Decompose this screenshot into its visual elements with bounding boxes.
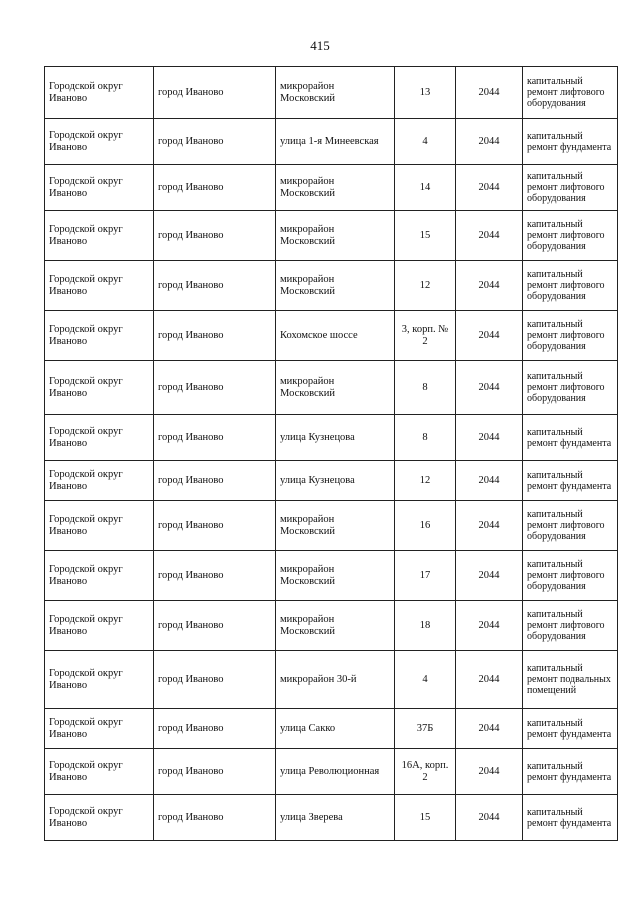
city-cell: город Иваново xyxy=(154,795,276,841)
house-number-cell: 4 xyxy=(395,651,456,709)
year-cell: 2044 xyxy=(456,311,523,361)
street-cell: микрорайон Московский xyxy=(276,165,395,211)
table-row xyxy=(45,651,618,709)
year-cell: 2044 xyxy=(456,211,523,261)
table-row xyxy=(45,551,618,601)
work-type-cell: капитальный ремонт лифтового оборудования xyxy=(523,311,618,361)
street-cell: микрорайон Московский xyxy=(276,601,395,651)
table-row xyxy=(45,311,618,361)
year-cell: 2044 xyxy=(456,651,523,709)
street-cell: улица Кузнецова xyxy=(276,415,395,461)
year-cell: 2044 xyxy=(456,795,523,841)
street-cell: микрорайон Московский xyxy=(276,501,395,551)
street-cell: микрорайон Московский xyxy=(276,261,395,311)
house-number-cell: 16 xyxy=(395,501,456,551)
city-cell: город Иваново xyxy=(154,361,276,415)
table-row xyxy=(45,361,618,415)
work-type-cell: капитальный ремонт фундамента xyxy=(523,461,618,501)
work-type-cell: капитальный ремонт фундамента xyxy=(523,415,618,461)
year-cell: 2044 xyxy=(456,601,523,651)
work-type-cell: капитальный ремонт лифтового оборудования xyxy=(523,601,618,651)
house-number-cell: 4 xyxy=(395,119,456,165)
district-cell: Городской округ Иваново xyxy=(45,119,154,165)
table-row xyxy=(45,501,618,551)
district-cell: Городской округ Иваново xyxy=(45,601,154,651)
house-number-cell: 14 xyxy=(395,165,456,211)
district-cell: Городской округ Иваново xyxy=(45,165,154,211)
district-cell: Городской округ Иваново xyxy=(45,551,154,601)
house-number-cell: 8 xyxy=(395,361,456,415)
year-cell: 2044 xyxy=(456,749,523,795)
year-cell: 2044 xyxy=(456,67,523,119)
district-cell: Городской округ Иваново xyxy=(45,709,154,749)
repair-schedule-table xyxy=(44,66,618,841)
table-row xyxy=(45,261,618,311)
city-cell: город Иваново xyxy=(154,749,276,795)
table-row xyxy=(45,415,618,461)
work-type-cell: капитальный ремонт лифтового оборудования xyxy=(523,551,618,601)
table-row xyxy=(45,461,618,501)
street-cell: улица Революционная xyxy=(276,749,395,795)
district-cell: Городской округ Иваново xyxy=(45,795,154,841)
district-cell: Городской округ Иваново xyxy=(45,415,154,461)
table-row xyxy=(45,749,618,795)
house-number-cell: 13 xyxy=(395,67,456,119)
year-cell: 2044 xyxy=(456,461,523,501)
table-row xyxy=(45,211,618,261)
work-type-cell: капитальный ремонт подвальных помещений xyxy=(523,651,618,709)
city-cell: город Иваново xyxy=(154,261,276,311)
year-cell: 2044 xyxy=(456,415,523,461)
street-cell: микрорайон Московский xyxy=(276,551,395,601)
table-row xyxy=(45,165,618,211)
district-cell: Городской округ Иваново xyxy=(45,651,154,709)
year-cell: 2044 xyxy=(456,501,523,551)
city-cell: город Иваново xyxy=(154,311,276,361)
street-cell: микрорайон Московский xyxy=(276,211,395,261)
district-cell: Городской округ Иваново xyxy=(45,461,154,501)
table-row xyxy=(45,795,618,841)
year-cell: 2044 xyxy=(456,165,523,211)
city-cell: город Иваново xyxy=(154,501,276,551)
table-body xyxy=(45,67,618,841)
house-number-cell: 12 xyxy=(395,261,456,311)
table-row xyxy=(45,601,618,651)
street-cell: микрорайон Московский xyxy=(276,67,395,119)
street-cell: улица Зверева xyxy=(276,795,395,841)
city-cell: город Иваново xyxy=(154,461,276,501)
year-cell: 2044 xyxy=(456,551,523,601)
city-cell: город Иваново xyxy=(154,601,276,651)
city-cell: город Иваново xyxy=(154,415,276,461)
house-number-cell: 37Б xyxy=(395,709,456,749)
street-cell: микрорайон Московский xyxy=(276,361,395,415)
year-cell: 2044 xyxy=(456,361,523,415)
street-cell: микрорайон 30-й xyxy=(276,651,395,709)
street-cell: улица Кузнецова xyxy=(276,461,395,501)
house-number-cell: 15 xyxy=(395,795,456,841)
work-type-cell: капитальный ремонт лифтового оборудования xyxy=(523,261,618,311)
city-cell: город Иваново xyxy=(154,67,276,119)
city-cell: город Иваново xyxy=(154,651,276,709)
district-cell: Городской округ Иваново xyxy=(45,67,154,119)
district-cell: Городской округ Иваново xyxy=(45,211,154,261)
year-cell: 2044 xyxy=(456,261,523,311)
city-cell: город Иваново xyxy=(154,709,276,749)
city-cell: город Иваново xyxy=(154,211,276,261)
work-type-cell: капитальный ремонт фундамента xyxy=(523,795,618,841)
district-cell: Городской округ Иваново xyxy=(45,361,154,415)
district-cell: Городской округ Иваново xyxy=(45,749,154,795)
house-number-cell: 17 xyxy=(395,551,456,601)
house-number-cell: 3, корп. № 2 xyxy=(395,311,456,361)
page-number: 415 xyxy=(310,38,330,53)
street-cell: улица 1-я Минеевская xyxy=(276,119,395,165)
work-type-cell: капитальный ремонт лифтового оборудования xyxy=(523,501,618,551)
year-cell: 2044 xyxy=(456,709,523,749)
house-number-cell: 18 xyxy=(395,601,456,651)
work-type-cell: капитальный ремонт фундамента xyxy=(523,119,618,165)
work-type-cell: капитальный ремонт лифтового оборудования xyxy=(523,361,618,415)
work-type-cell: капитальный ремонт лифтового оборудования xyxy=(523,211,618,261)
city-cell: город Иваново xyxy=(154,119,276,165)
work-type-cell: капитальный ремонт фундамента xyxy=(523,749,618,795)
street-cell: Кохомское шоссе xyxy=(276,311,395,361)
work-type-cell: капитальный ремонт лифтового оборудования xyxy=(523,165,618,211)
house-number-cell: 15 xyxy=(395,211,456,261)
table-row xyxy=(45,67,618,119)
district-cell: Городской округ Иваново xyxy=(45,261,154,311)
house-number-cell: 12 xyxy=(395,461,456,501)
city-cell: город Иваново xyxy=(154,551,276,601)
street-cell: улица Сакко xyxy=(276,709,395,749)
house-number-cell: 16А, корп. 2 xyxy=(395,749,456,795)
city-cell: город Иваново xyxy=(154,165,276,211)
house-number-cell: 8 xyxy=(395,415,456,461)
work-type-cell: капитальный ремонт фундамента xyxy=(523,709,618,749)
year-cell: 2044 xyxy=(456,119,523,165)
table-row xyxy=(45,119,618,165)
table-row xyxy=(45,709,618,749)
work-type-cell: капитальный ремонт лифтового оборудования xyxy=(523,67,618,119)
district-cell: Городской округ Иваново xyxy=(45,501,154,551)
district-cell: Городской округ Иваново xyxy=(45,311,154,361)
